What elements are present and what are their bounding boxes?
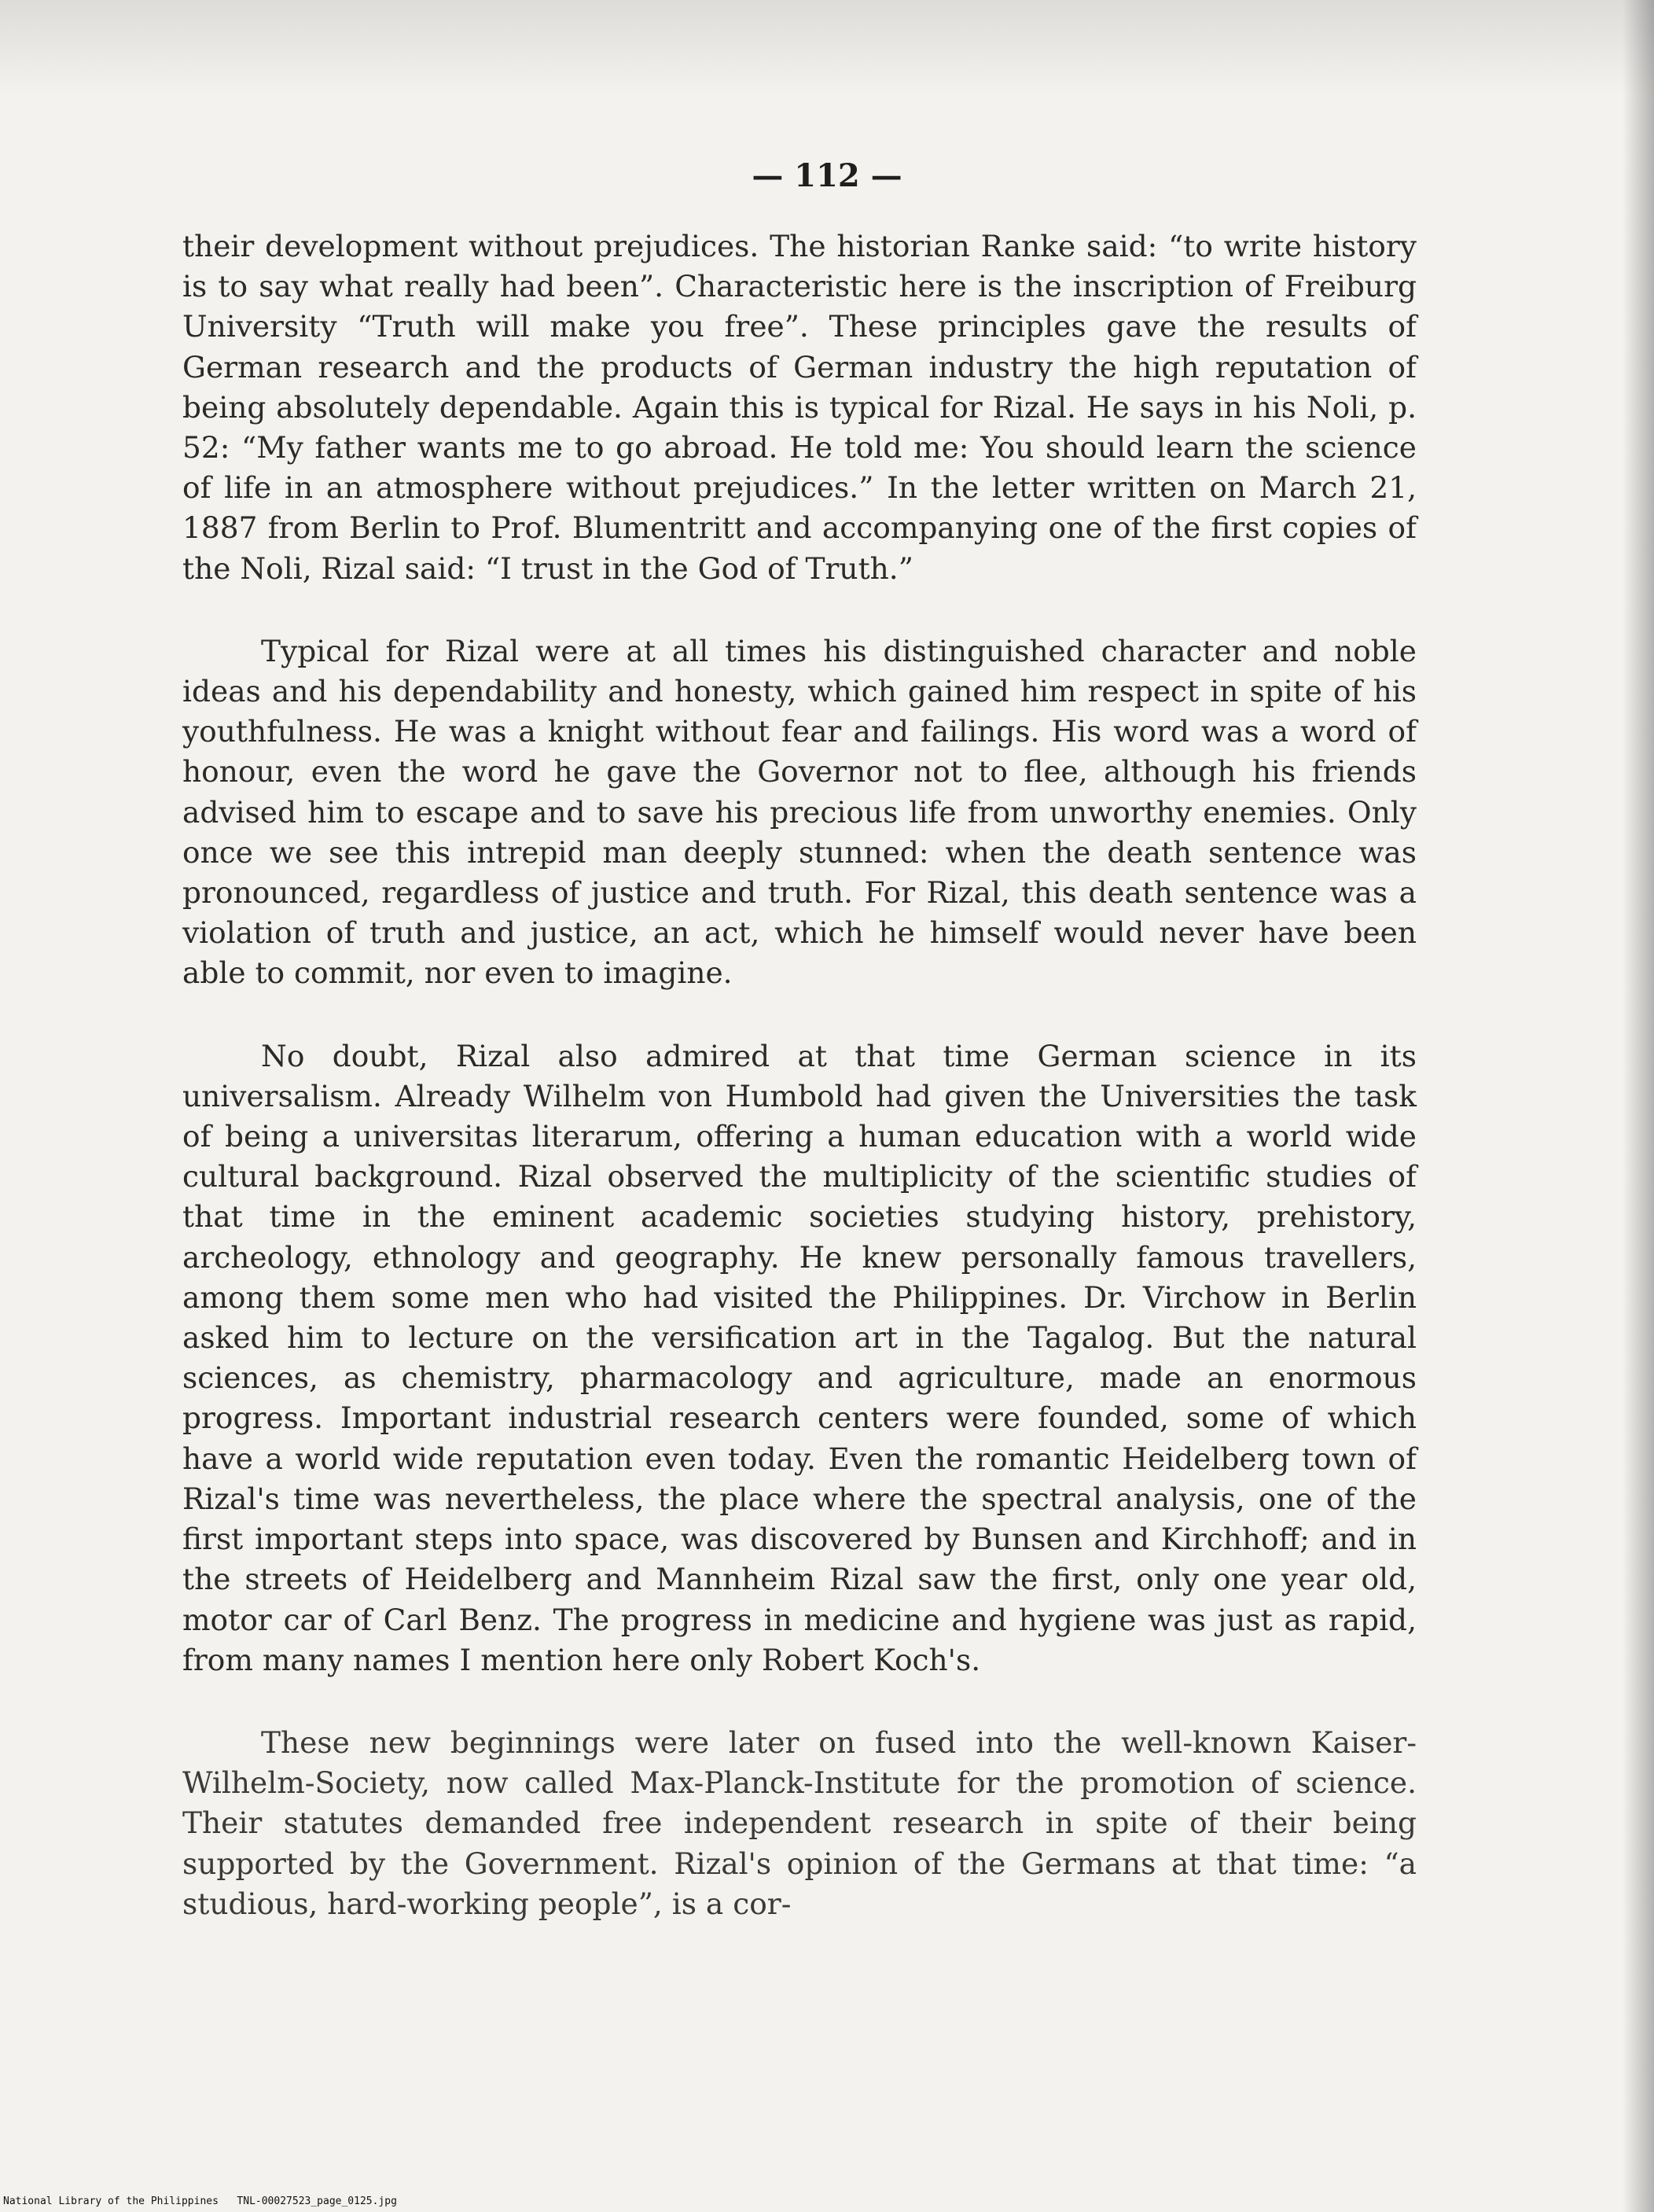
paragraph-4: These new beginnings were later on fused into the well-known Kaiser-Wilhelm-Society, now called Max-Planck-Institute for the promotion of science. Their statutes demanded free independent research in spite of their being supported by the Government. Rizal's opinion of the Germans at that time: “a studious, hard-working people”, is a cor- [182, 1724, 1417, 1921]
page-number: — 112 — [752, 157, 902, 194]
page-top-shadow [0, 0, 1654, 94]
scan-footer [3, 2195, 397, 2207]
footer-file: TNL-00027523_page_0125.jpg [237, 2195, 397, 2207]
document-body [182, 226, 1417, 1967]
paragraph-1: their development without prejudices. The historian Ranke said: “to write history is to say what really had been”. Characteristic here is the inscription of Freiburg University “Truth will make you free”. These principles gave the results of German research and the products of German industry the high reputation of being absolutely dependable. Again this is typical for Rizal. He says in his Noli, p. 52: “My father wants me to go abroad. He told me: You should learn the science of life in an atmosphere without prejudices.” In the letter written on March 21, 1887 from Berlin to Prof. Blumentritt and accompanying one of the first copies of the Noli, Rizal said: “I trust in the God of Truth.” [182, 229, 1417, 586]
page-binding-edge [1623, 0, 1654, 2212]
paragraph-2: Typical for Rizal were at all times his distinguished character and noble ideas and his dependability and honesty, which gained him respect in spite of his youthfulness. He was a knight without fear and failings. His word was a word of honour, even the word he gave the Governor not to flee, although his friends advised him to escape and to save his precious life from unworthy enemies. Only once we see this intrepid man deeply stunned: when the death sentence was pronounced, regardless of justice and truth. For Rizal, this death sentence was a violation of truth and justice, an act, which he himself would never have been able to commit, nor even to imagine. [182, 633, 1417, 991]
paragraph-3: No doubt, Rizal also admired at that time German science in its universalism. Already Wilhelm von Humbold had given the Universities the task of being a universitas literarum, offering a human education with a world wide cultural background. Rizal observed the multiplicity of the scientific studies of that time in the eminent academic societies studying history, prehistory, archeology, ethnology and geography. He knew personally famous travellers, among them some men who had visited the Philippines. Dr. Virchow in Berlin asked him to lecture on the versification art in the Tagalog. But the natural sciences, as chemistry, pharmacology and agriculture, made an enormous progress. Important industrial research centers were founded, some of which have a world wide reputation even today. Even the romantic Heidelberg town of Rizal's time was nevertheless, the place where the spectral analysis, one of the first important steps into space, was discovered by Bunsen and Kirchhoff; and in the streets of Heidelberg and Mannheim Rizal saw the first, only one year old, motor car of Carl Benz. The progress in medicine and hygiene was just as rapid, from many names I mention here only Robert Koch's. [182, 1038, 1417, 1677]
footer-source: National Library of the Philippines [3, 2195, 219, 2207]
